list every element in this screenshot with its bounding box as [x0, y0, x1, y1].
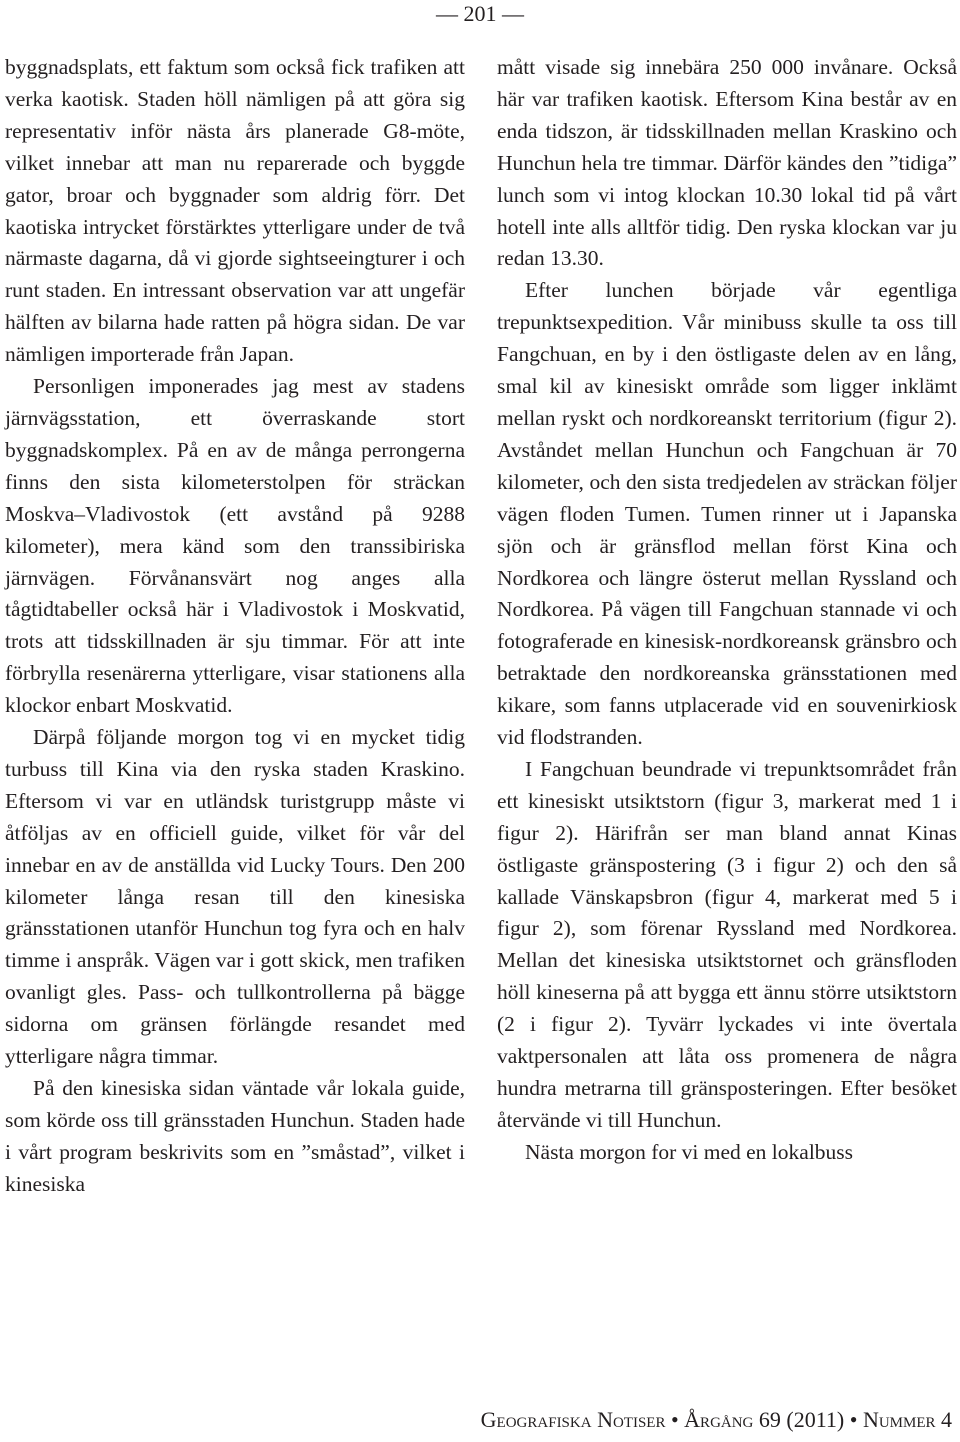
paragraph: I Fangchuan beundrade vi trepunktsområdet från ett kinesiskt utsiktstorn (figur 3, markerat med 1 i figur 2). Härifrån ser man bland annat Kinas östligaste gränspostering (3 i figur 2) och den så kallade Vänskapsbron (figur 4, markerat med 5 i figur 2), som förenar Ryssland med Nordkorea. Mellan det kinesiska utsiktstornet och gränsfloden höll kineserna på att bygga ett ännu större utsiktstorn (2 i figur 2). Tyvärr lyckades vi inte övertala vaktpersonalen att låta oss promenera de några hundra metrarna till gränsposteringen. Efter besöket återvände vi till Hunchun. [497, 756, 957, 1132]
separator-bullet: • [849, 1407, 858, 1432]
volume-info: Årgång 69 (2011) [684, 1407, 845, 1432]
separator-bullet: • [670, 1407, 679, 1432]
issue-info: Nummer 4 [862, 1407, 952, 1432]
paragraph: Personligen imponerades jag mest av stadens järnvägsstation, ett överraskande stort byggnadskomplex. På en av de många perrongerna finns den sista kilometerstolpen för sträckan Moskva–Vladivostok (ett avstånd på 9288 kilometer), mera känd som den transsibiriska järnvägen. Förvånansvärt nog anges alla tågtidtabeller också här i Vladivostok i Moskvatid, trots att tidsskillnaden är sju timmar. För att inte förbrylla resenärerna ytterligare, visar stationens alla klockor enbart Moskvatid. [5, 374, 465, 718]
paragraph: Därpå följande morgon tog vi en mycket tidig turbuss till Kina via den ryska staden Kraskino. Eftersom vi var en utländsk turistgrupp måste vi åtföljas av en officiell guide, vilket för vår del innebar en av de anställda vid Lucky Tours. Den 200 kilometer långa resan till den kinesiska gränsstationen utanför Hunchun tog fyra och en halv timme i anspråk. Vägen var i gott skick, men trafiken ovanligt gles. Pass- och tullkontrollerna på bägge sidorna om gränsen förlängde resandet med ytterligare några timmar. [5, 725, 465, 1069]
right-column [497, 52, 957, 1169]
paragraph: På den kinesiska sidan väntade vår lokala guide, som körde oss till gränsstaden Hunchun. Staden hade i vårt program beskrivits som en ”småstad”, vilket i kinesiska [5, 1076, 465, 1196]
paragraph: byggnadsplats, ett faktum som också fick trafiken att verka kaotisk. Staden höll nämligen på att göra sig representativ inför nästa års planerade G8-möte, vilket innebar att man nu reparerade och byggde gator, broar och byggnader som aldrig förr. Det kaotiska intrycket förstärktes ytterligare under de två närmaste dagarna, då vi gjorde sightseeingturer i och runt staden. En intressant observation var att ungefär hälften av bilarna hade ratten på högra sidan. De var nämligen importerade från Japan. [5, 55, 465, 367]
paragraph: mått visade sig innebära 250 000 invånare. Också här var trafiken kaotisk. Eftersom Kina består av en enda tidszon, är tidsskillnaden mellan Kraskino och Hunchun hela tre timmar. Därför kändes den ”tidiga” lunch som vi intog klockan 10.30 lokal tid på vårt hotell inte alls alltför tidig. Den ryska klockan var ju redan 13.30. [497, 55, 957, 271]
paragraph: Nästa morgon for vi med en lokalbuss [525, 1139, 854, 1164]
running-footer [481, 1406, 952, 1434]
journal-name: Geografiska Notiser [480, 1407, 666, 1432]
page-number: — 201 — [436, 1, 524, 26]
left-column [5, 52, 465, 1201]
paragraph: Efter lunchen började vår egentliga trepunktsexpedition. Vår minibuss skulle ta oss till Fangchuan, en by i den östligaste delen av en lång, smal kil av kinesiskt område som ligger inklämt mellan ryskt och nordkoreanskt territorium (figur 2). Avståndet mellan Hunchun och Fangchuan är 70 kilometer, och den sista tredjedelen av sträckan följer vägen floden Tumen. Tumen rinner ut i Japanska sjön och är gränsflod mellan först Kina och Nordkorea och längre österut mellan Ryssland och Nordkorea. På vägen till Fangchuan stannade vi och fotograferade en kinesisk-nordkoreansk gränsbro och betraktade den nordkoreanska gränsstationen med kikare, som fanns utplacerade vid en souvenirkiosk vid flodstranden. [497, 278, 957, 750]
